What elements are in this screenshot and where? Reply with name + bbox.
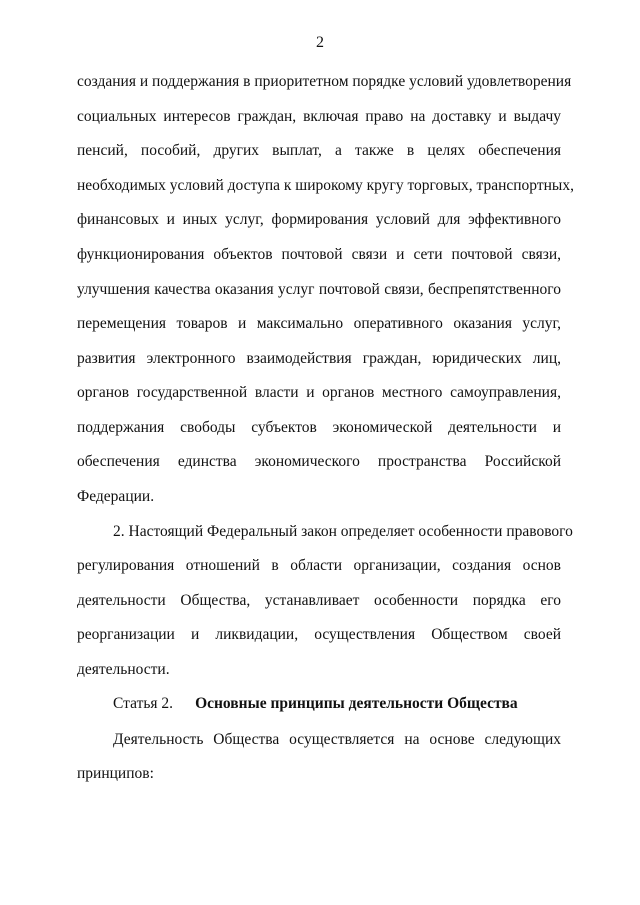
paragraph-line: деятельности. bbox=[77, 661, 170, 678]
paragraph-line: финансовых и иных услуг, формирования условий для эффективного bbox=[77, 211, 561, 228]
paragraph-line: Федерации. bbox=[77, 488, 155, 505]
article-title: Основные принципы деятельности Общества bbox=[195, 695, 518, 712]
paragraph-line: развития электронного взаимодействия граждан, юридических лиц, bbox=[77, 350, 561, 367]
paragraph-line: пенсий, пособий, других выплат, а также в целях обеспечения bbox=[77, 142, 561, 159]
page-number: 2 bbox=[316, 34, 324, 51]
paragraph-line: Деятельность Общества осуществляется на основе следующих bbox=[113, 731, 561, 748]
paragraph-line: функционирования объектов почтовой связи и сети почтовой связи, bbox=[77, 246, 561, 263]
paragraph-line: перемещения товаров и максимально оперативного оказания услуг, bbox=[77, 315, 561, 332]
paragraph-line: улучшения качества оказания услуг почтовой связи, беспрепятственного bbox=[77, 281, 561, 298]
paragraph-line: реорганизации и ликвидации, осуществления Обществом своей bbox=[77, 626, 561, 643]
paragraph-line: регулирования отношений в области организации, создания основ bbox=[77, 557, 561, 574]
paragraph-line: органов государственной власти и органов местного самоуправления, bbox=[77, 384, 561, 401]
paragraph-line: создания и поддержания в приоритетном порядке условий удовлетворения bbox=[77, 73, 572, 90]
paragraph-line: 2. Настоящий Федеральный закон определяет особенности правового bbox=[113, 523, 573, 540]
article-label: Статья 2. bbox=[113, 695, 174, 712]
paragraph-line: деятельности Общества, устанавливает особенности порядка его bbox=[77, 592, 561, 609]
paragraph-line: необходимых условий доступа к широкому кругу торговых, транспортных, bbox=[77, 177, 574, 194]
paragraph-line: поддержания свободы субъектов экономической деятельности и bbox=[77, 419, 561, 436]
article-heading bbox=[113, 694, 561, 714]
paragraph-line: социальных интересов граждан, включая право на доставку и выдачу bbox=[77, 108, 561, 125]
paragraph-line: обеспечения единства экономического пространства Российской bbox=[77, 453, 561, 470]
paragraph-line: принципов: bbox=[77, 765, 154, 782]
